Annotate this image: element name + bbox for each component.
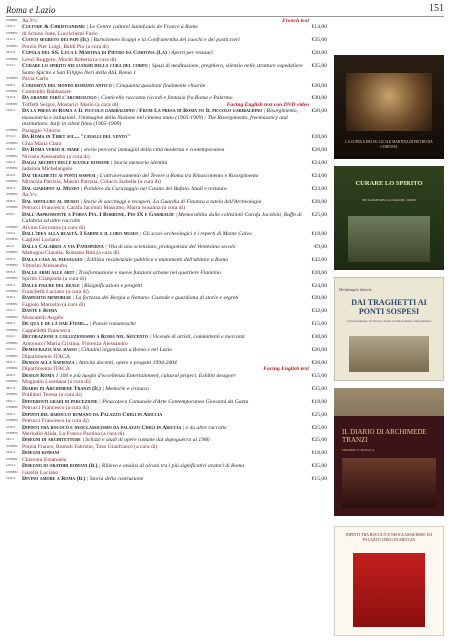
isbn-code: 3857-8 bbox=[6, 385, 16, 390]
entry-text bbox=[22, 63, 327, 76]
isbn-code: 9788882 bbox=[6, 353, 18, 358]
book-subtitle: 1 100 e più luoghi d'eccellenza Entertainment, cultural project, Exhibit designer bbox=[55, 372, 236, 379]
author-name: Iadarola Michelangelo bbox=[22, 166, 73, 173]
book-price: €25,00 bbox=[311, 63, 327, 70]
book-price: €20,00 bbox=[311, 347, 327, 354]
isbn-code: 9788882 bbox=[6, 205, 18, 210]
cover-artwork bbox=[353, 553, 425, 627]
book-price: €35,00 bbox=[311, 385, 327, 392]
book-subtitle: | Schizzi e studi di opere romane dal dopoguerra al 1980 bbox=[82, 437, 210, 444]
book-title: Da Roma verso il mare bbox=[22, 147, 80, 154]
isbn-code: 1562-7 bbox=[6, 398, 16, 403]
book-subtitle: | Storie di saccheggi e recuperi. La Guardia di Finanza a tutela dell'Archeologia bbox=[80, 198, 262, 205]
book-price: €28,00 bbox=[311, 147, 327, 154]
book-price: €24,00 bbox=[311, 159, 327, 166]
isbn-code: 630-4 bbox=[6, 437, 14, 442]
author-name: Paraggio Vittorio bbox=[22, 127, 61, 134]
isbn-code: 1238-9 bbox=[6, 476, 16, 481]
isbn-code: 9788882 bbox=[6, 469, 18, 474]
author-name: Lenci Ruggero, Mochi Roberta (a cura di) bbox=[22, 56, 117, 63]
book-price: €42,00 bbox=[311, 256, 327, 263]
book-subtitle: | Cinquanta questioni finalmente chiarite bbox=[113, 82, 206, 89]
author-name: Vittorini Alessandra bbox=[22, 263, 67, 270]
isbn-code: 1493-2 bbox=[6, 463, 16, 468]
book-price: €15,00 bbox=[311, 372, 327, 379]
book-title: Culture & Christianisme bbox=[22, 24, 85, 31]
isbn-code: 4648-7 bbox=[6, 295, 16, 300]
header-rule bbox=[6, 16, 444, 17]
book-subtitle: | Rilievo e analisi di alcuni tra i più significativi oratori di Roma bbox=[98, 463, 245, 470]
author-name: Porzia Franco, Romoli Fabrizio, Toso Gianfranco (a cura di) bbox=[22, 443, 158, 450]
book-price: €24,00 bbox=[311, 282, 327, 289]
book-subtitle: | La fortezza dei Borgia a Nettuno. Custode e guardiana di storie e segreti bbox=[72, 295, 239, 302]
book-price: €20,00 bbox=[311, 295, 327, 302]
entry-title-row bbox=[6, 108, 327, 127]
book-price: €25,00 bbox=[311, 424, 327, 431]
book-title: Damnatio memoriae bbox=[22, 295, 72, 302]
isbn-code: 0555-8 bbox=[6, 269, 16, 274]
book-title: Dall'Aspromonte a Porta Pia. I Borbone, Pio IX e Garibaldi bbox=[22, 211, 174, 218]
book-title: Dalle armi alle arti bbox=[22, 269, 74, 276]
isbn-code: 9788882 bbox=[6, 443, 18, 448]
author-name: Pavia Carlo bbox=[22, 76, 49, 83]
isbn-code: 3795-3 bbox=[6, 256, 16, 261]
book-title: De qua e de là dar Fiume... bbox=[22, 321, 89, 328]
book-price: €24,00 bbox=[311, 172, 327, 179]
isbn-code: 9788882 bbox=[6, 379, 18, 384]
isbn-code: 9788882 bbox=[6, 127, 18, 132]
book-subtitle: | Storia memoria identità bbox=[110, 159, 168, 166]
book-title: Dalle figure del reale bbox=[22, 282, 80, 289]
cover-author: Michelangelo Iadarola bbox=[339, 288, 372, 292]
entry-title-row bbox=[6, 212, 327, 225]
book-subtitle: | Bartolomeo Scappi e la Confraternita dei cuochi e dei pasticcieri bbox=[90, 37, 240, 44]
book-price: €25,00 bbox=[311, 437, 327, 444]
book-price: €28,00 bbox=[311, 198, 327, 205]
cover-cupola bbox=[334, 55, 444, 159]
cover-dipinti bbox=[334, 526, 444, 636]
isbn-code: 3510-4 bbox=[6, 172, 16, 177]
book-subtitle: | Cittadini organizzati a Roma e nel Lazio bbox=[78, 347, 172, 354]
book-price: €20,00 bbox=[311, 134, 327, 141]
book-price: €32,00 bbox=[311, 308, 327, 315]
author-name: Petrucci Francesco (a cura di) bbox=[22, 405, 89, 412]
book-price: €18,00 bbox=[311, 398, 327, 405]
author-name: Porzio Pier Luigi, Baldi Pio (a cura di) bbox=[22, 43, 109, 50]
author-name: Antonucci Maria Cristina, Fiorenza Alessandro bbox=[22, 340, 128, 347]
isbn-code: 1943-8 bbox=[6, 95, 16, 100]
book-subtitle: | storie percorsi immagini della città moderna e contemporanea bbox=[81, 147, 225, 154]
book-subtitle: | Spazi di meditazione, preghiera, silenzio nelle strutture ospedaliere Santo Spirito e San Filippo Neri della ASL Roma 1 bbox=[22, 63, 303, 76]
isbn-code: 9788882 bbox=[6, 192, 18, 197]
book-title: Dante e Roma bbox=[22, 308, 58, 315]
book-price: €18,00 bbox=[311, 450, 327, 457]
author-name: Petrucci Francesco, Carafa Jacobini Massimo, Marra Susanna (a cura di) bbox=[22, 205, 185, 212]
isbn-code: 9788882 bbox=[6, 43, 18, 48]
author-name: Aa.Vv. bbox=[22, 18, 38, 24]
page-number: 151 bbox=[429, 3, 444, 14]
isbn-code: 9788882 bbox=[6, 250, 18, 255]
isbn-code: 9788866 bbox=[6, 237, 18, 242]
book-title: Dall'idea alla realtà. I Sabini e il loro museo bbox=[22, 230, 139, 237]
cover-subtitle: NEI LUOGHI DELLA CURA DEL CORPO bbox=[362, 198, 416, 202]
book-title: Curare lo spirito nei luoghi della cura del corpo bbox=[22, 63, 148, 70]
book-price: €15,00 bbox=[311, 476, 327, 483]
book-price: €15,00 bbox=[311, 321, 327, 328]
book-title: Da Roma in Tibet sul... "cavalli del vento" bbox=[22, 134, 131, 141]
author-name: Fagiolo Marcello (a cura di) bbox=[22, 301, 86, 308]
isbn-code: 2499-1 bbox=[6, 411, 16, 416]
language-note: Facing English text con DVD video bbox=[226, 101, 309, 108]
isbn-code: 9788882 bbox=[6, 340, 18, 345]
book-title: Design alla Sapienza bbox=[22, 360, 75, 367]
book-title: Diario di Archimede Tranzi (Il) bbox=[22, 385, 101, 392]
isbn-code: 9788882 bbox=[6, 76, 18, 81]
book-subtitle: | Vita di uno scienziato, protagonista del Ventesimo secolo bbox=[105, 243, 236, 250]
isbn-code: 3115-8 bbox=[6, 50, 16, 55]
isbn-code: 1412-3 bbox=[6, 37, 16, 42]
book-title: Disegno di oratori romani (Il) bbox=[22, 463, 98, 470]
author-name: Conticello Baldassare bbox=[22, 88, 71, 95]
isbn-code: 0661-6 bbox=[6, 360, 16, 365]
book-subtitle: | Risorgimento, massoneria e istituzioni: l'immagine della Nazione nel cinema muto (1905-1909) / The Risorgimento, freemasonry and institutions: Italy in silent films (1905-1909) bbox=[22, 108, 299, 128]
isbn-code: 3252-3 bbox=[6, 347, 16, 352]
isbn-code: 2441-2 bbox=[6, 450, 16, 455]
isbn-code: 9788882 bbox=[6, 166, 18, 171]
book-title: Differenti gradi di percezione bbox=[22, 398, 98, 405]
book-title: Dipinti del barocco romano da Palazzo Chigi in Ariccia bbox=[22, 411, 163, 418]
isbn-code: 922-8 bbox=[6, 243, 14, 248]
cover-dai-traghetti bbox=[334, 277, 444, 381]
book-title: Curiosità del mondo romano antico bbox=[22, 82, 112, 89]
isbn-code: 2708-4 bbox=[6, 424, 16, 429]
author-name: Mugnaini Loredana (a cura di) bbox=[22, 379, 91, 386]
book-price: €18,00 bbox=[311, 230, 327, 237]
book-title: Dai traghetti ai ponti sospesi bbox=[22, 172, 96, 179]
book-price: €20,00 bbox=[311, 108, 327, 115]
author-name: Dipartimento ITACA bbox=[22, 353, 70, 360]
book-subtitle: | L'attraversamento del Tevere a Roma tra Rinascimento e Risorgimento bbox=[96, 172, 259, 179]
isbn-code: 0198-7 bbox=[6, 82, 16, 87]
book-subtitle: | Risignificazioni e progetti bbox=[81, 282, 143, 289]
book-subtitle: | Trasformazione e nuove funzioni urbane nel quartiere Flaminio bbox=[75, 269, 221, 276]
book-price: €30,00 bbox=[311, 95, 327, 102]
book-price: €14,00 bbox=[311, 24, 327, 31]
book-subtitle: | Aperti per restauri bbox=[168, 50, 213, 57]
author-name: Franchetti Luciano (a cura di) bbox=[22, 289, 89, 296]
isbn-code: 4190-7 bbox=[6, 308, 16, 313]
book-subtitle: | Storia della costruzione bbox=[86, 476, 144, 483]
isbn-code: 9788866 bbox=[6, 431, 18, 435]
isbn-code: 9788882 bbox=[6, 153, 18, 158]
isbn-code: 1320-1 bbox=[6, 108, 16, 113]
entry-text bbox=[22, 476, 327, 482]
isbn-code: 1002-6 bbox=[6, 159, 16, 164]
author-name: Garella Luciano bbox=[22, 469, 59, 476]
cover-artwork bbox=[342, 458, 436, 508]
catalogue-listing bbox=[6, 18, 327, 483]
isbn-code: 9788882 bbox=[6, 405, 18, 410]
cover-text: LA CUPOLA DEI SS. LUCA E MARTINA DI PIETRO DA CORTONA bbox=[345, 140, 433, 149]
isbn-code: 9788882 bbox=[6, 30, 18, 35]
book-subtitle: | Conticello racconta ricordi e fantasia fra Roma e Palermo bbox=[98, 95, 233, 102]
author-name: Merlodio Alida, La Franca Paolina (a cura di) bbox=[22, 431, 125, 437]
language-note: Facing English text bbox=[263, 366, 309, 373]
author-name: Ghia Maria Clara bbox=[22, 140, 62, 147]
page-header bbox=[6, 3, 444, 17]
book-price: €23,00 bbox=[311, 185, 327, 192]
book-subtitle: | Edilizia residenziale pubblica e mutamenti dell'abitare a Roma bbox=[84, 256, 229, 263]
book-subtitle: | Polidoro da Caravaggio nel Casino del Bufalo. Studi e restauro bbox=[80, 185, 227, 192]
cover-title: DIPINTI TRA ROCOCÒ E NEOCLASSICISMO DA PALAZZO CHIGI IN ARICCIA bbox=[345, 532, 433, 542]
isbn-code: 9788882 bbox=[6, 263, 18, 268]
isbn-code: 9788882 bbox=[6, 301, 18, 306]
author-name: Miracola Patrizia, Masini Patrizia, Colucci Isabella (a cura di) bbox=[22, 179, 161, 186]
cover-subtitle: MEMORIE E CRONACA bbox=[342, 448, 375, 452]
isbn-code: 1166-5 bbox=[6, 230, 16, 235]
isbn-code: 1691-3 bbox=[6, 282, 16, 287]
isbn-code: 9788882 bbox=[6, 392, 18, 397]
isbn-code: 9788882 bbox=[6, 18, 18, 22]
book-title: Design Roma bbox=[22, 372, 55, 379]
author-name: Alvino Giovanna (a cura di) bbox=[22, 224, 86, 231]
book-price: €35,00 bbox=[311, 37, 327, 44]
isbn-code: 9788882 bbox=[6, 289, 18, 294]
isbn-code: 9788882 bbox=[6, 456, 18, 461]
book-price: €30,00 bbox=[311, 334, 327, 341]
isbn-code: 9788882 bbox=[6, 314, 18, 319]
isbn-code: 9788882 bbox=[6, 101, 18, 106]
book-price: €25,00 bbox=[311, 463, 327, 470]
book-subtitle: | Gli scavi archeologici e i reperti di Monte Calvo bbox=[139, 230, 252, 237]
isbn-code: 3935-8 bbox=[6, 198, 16, 203]
book-title: Dal giardino al Museo bbox=[22, 185, 80, 192]
isbn-code: 0659-3 bbox=[6, 372, 16, 377]
book-title: Dalla casa al paesaggio bbox=[22, 256, 83, 263]
section-title: Roma e Lazio bbox=[6, 5, 56, 15]
book-subtitle: | Attività docenti, opere e progetti 1994-2004 bbox=[75, 360, 177, 367]
entry-text bbox=[22, 108, 327, 127]
book-price: €25,00 bbox=[311, 211, 327, 218]
isbn-code: 3538-6 bbox=[6, 147, 16, 152]
author-name: Chiavoni Emanuela bbox=[22, 456, 67, 463]
author-name: Spirito Gianpaola (a cura di) bbox=[22, 276, 86, 283]
book-title: Cupola del SS. Luca e Martina di Pietro da Cortona (La) bbox=[22, 50, 167, 57]
book-subtitle: | Vicende di artisti, committenti e mercanti bbox=[149, 334, 245, 341]
book-price: €20,00 bbox=[311, 50, 327, 57]
cover-artwork bbox=[348, 216, 430, 262]
cover-title: CURARE LO SPIRITO bbox=[355, 180, 423, 187]
author-name: Aa.Vv. bbox=[22, 192, 38, 199]
isbn-code: 1200-1 bbox=[6, 24, 16, 29]
book-subtitle: | Pinacoteca Comunale d'Arte Contemporanea Giovanni da Gaeta bbox=[99, 398, 249, 405]
author-name: Nicosia Alessandro (a cura di) bbox=[22, 153, 90, 160]
isbn-code: 9788882 bbox=[6, 418, 18, 423]
book-subtitle: | Poesie romanesche bbox=[89, 321, 136, 328]
entry-title-row bbox=[6, 476, 327, 482]
book-title: Da grande farò l'archeologo bbox=[22, 95, 97, 102]
book-title: Decorazione e collezionismo a Roma nel Seicento bbox=[22, 334, 149, 341]
book-subtitle: | e da altre raccolte bbox=[182, 424, 227, 431]
isbn-code: 9788882 bbox=[6, 224, 18, 229]
cover-curare-lo-spirito bbox=[334, 166, 444, 270]
isbn-code: 8733-0 bbox=[6, 134, 16, 139]
author-name: Pollidori Teresa (a cura di) bbox=[22, 392, 82, 399]
isbn-code: 2042-9 bbox=[6, 334, 16, 339]
author-name: Petrucci Francesco (a cura di) bbox=[22, 418, 89, 425]
book-price: €30,00 bbox=[311, 82, 327, 89]
isbn-code: 9788882 bbox=[6, 179, 18, 184]
cover-artwork bbox=[349, 336, 429, 372]
isbn-code: 3744-1 bbox=[6, 63, 16, 68]
book-price: €28,00 bbox=[311, 360, 327, 367]
book-title: Dal sepolcro al museo bbox=[22, 198, 80, 205]
book-price: €9,00 bbox=[314, 243, 327, 250]
isbn-code: 9788882 bbox=[6, 366, 18, 371]
isbn-code: 3482-1 bbox=[6, 321, 16, 326]
book-title: Da la presa di Roma a Il piccolo garibaldino / From La presa di Roma to Il piccolo garibaldino bbox=[22, 108, 263, 115]
book-price: €25,00 bbox=[311, 411, 327, 418]
book-subtitle: | Memorie e cronaca bbox=[102, 385, 149, 392]
book-title: Dipinti tra rococò e neoclassicismo da palazzo Chigi in Ariccia bbox=[22, 424, 182, 431]
book-title: Democrazia dal basso bbox=[22, 347, 77, 354]
author-name: Cappelletti Francesca bbox=[22, 327, 71, 334]
isbn-code: 9788882 bbox=[6, 276, 18, 281]
entry-text bbox=[22, 212, 327, 225]
cover-diario bbox=[334, 416, 444, 516]
language-note: French text bbox=[282, 18, 309, 24]
author-name: Moscarelli Angelo bbox=[22, 314, 64, 321]
cover-title: IL DIARIO DI ARCHIMEDE TRANZI bbox=[342, 428, 427, 444]
author-name: di Schino June, Luccichenti Furio bbox=[22, 30, 98, 37]
isbn-code: 9788882 bbox=[6, 56, 18, 61]
book-title: Dagli archivi delle scuole romane bbox=[22, 159, 110, 166]
book-subtitle: | Le Centre culturel SaintLouis de France à Rome bbox=[86, 24, 198, 31]
cover-artwork bbox=[346, 73, 432, 131]
author-name: Toffetti Sergio, Mostarici Mario (a cura di) bbox=[22, 101, 119, 108]
cover-subtitle: L'attraversamento del Tevere a Roma tra Rinascimento e Risorgimento bbox=[346, 319, 432, 323]
isbn-code: 9788882 bbox=[6, 327, 18, 332]
book-price: €20,00 bbox=[311, 269, 327, 276]
isbn-code: 9788882 bbox=[6, 88, 18, 93]
isbn-code: 2059-7 bbox=[6, 211, 16, 216]
author-name: Mattogno Claudia, Romano Rita (a cura di) bbox=[22, 250, 120, 257]
book-title: Dalla Calabria a via Panisperna bbox=[22, 243, 104, 250]
isbn-code: 2651-3 bbox=[6, 185, 16, 190]
entry-title-row bbox=[6, 63, 327, 76]
book-title: Cuoco segreto dei papi (Il) bbox=[22, 37, 89, 44]
isbn-code: 9788882 bbox=[6, 140, 18, 145]
cover-title: DAI TRAGHETTI AI PONTI SOSPESI bbox=[351, 298, 427, 316]
author-name: Dipartimento ITACA bbox=[22, 366, 70, 373]
book-title: Divino amore a Roma (Il) bbox=[22, 476, 86, 483]
book-title: Disegni di architetture bbox=[22, 437, 81, 444]
book-subtitle: | Memorabilia dalle collezioni Carafa Jacobini, Ruffo di Calabria ed altre raccolte bbox=[22, 211, 302, 225]
author-name: Caglioti Luciano bbox=[22, 237, 60, 244]
book-title: Disegni romani bbox=[22, 450, 60, 457]
